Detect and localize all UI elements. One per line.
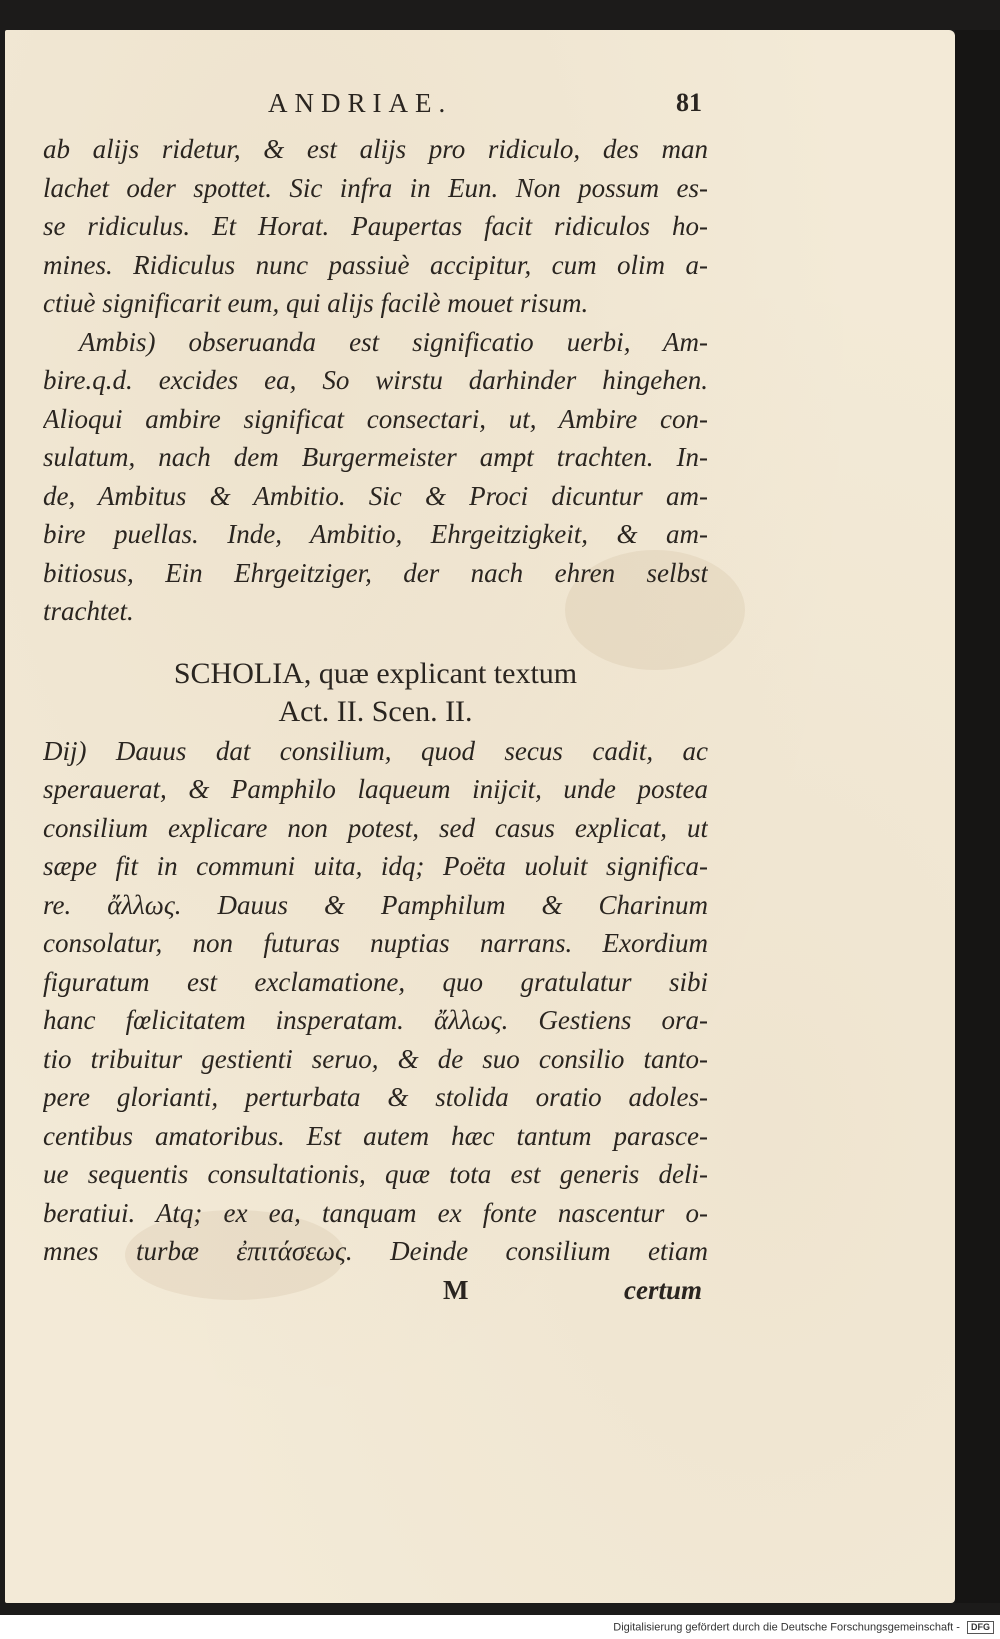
catchword: certum: [624, 1274, 702, 1305]
text-line: ab alijs ridetur, & est alijs pro ridiculo, des man: [43, 134, 708, 164]
text-line: sulatum, nach dem Burgermeister ampt trachten. In-: [43, 442, 708, 472]
text-line: mines. Ridiculus nunc passiuè accipitur, cum olim a-: [43, 249, 708, 280]
section-subheading: Act. II. Scen. II.: [278, 695, 473, 728]
text-line: bire puellas. Inde, Ambitio, Ehrgeitzigkeit, & am-: [43, 519, 708, 549]
running-title: ANDRIAE.: [268, 88, 453, 118]
section-heading: SCHOLIA, quæ explicant textum: [173, 656, 578, 690]
text-line: sperauerat, & Pamphilo laqueum inijcit, unde postea: [43, 774, 708, 804]
text-line: consolatur, non futuras nuptias narrans. Exordium: [43, 928, 708, 958]
text-line: Ambis) obseruanda est significatio uerbi, Am-: [79, 326, 708, 357]
text-line: bire.q.d. excides ea, So wirstu darhinder hingehen.: [43, 365, 708, 395]
text-line: ue sequentis consultationis, quæ tota est generis deli-: [43, 1159, 708, 1189]
section-gap: [43, 631, 708, 655]
text-line: trachtet.: [43, 596, 134, 626]
text-line: se ridiculus. Et Horat. Paupertas facit ridiculos ho-: [43, 211, 708, 241]
text-line: mnes turbæ ἐπιτάσεως. Deinde consilium etiam: [43, 1236, 708, 1266]
text-line: consilium explicare non potest, sed casus explicat, ut: [43, 812, 708, 843]
page-edge-shadow: [955, 30, 1000, 1603]
text-line: figuratum est exclamatione, quo gratulatur sibi: [43, 966, 708, 997]
text-line: re. ἄλλως. Dauus & Pamphilum & Charinum: [43, 889, 708, 920]
text-line: ctiuè significarit eum, qui alijs facilè mouet risum.: [43, 288, 589, 318]
text-line: bitiosus, Ein Ehrgeitziger, der nach ehren selbst: [43, 557, 708, 588]
page-number: 81: [676, 88, 702, 117]
body-text: [43, 130, 708, 1309]
text-line: beratiui. Atq; ex ea, tanquam ex fonte nascentur o-: [43, 1197, 708, 1228]
text-line: Dij) Dauus dat consilium, quod secus cadit, ac: [43, 735, 708, 766]
running-head: [43, 88, 708, 128]
book-page: [5, 30, 955, 1603]
dfg-logo: DFG: [967, 1621, 994, 1634]
signature-mark: M: [443, 1274, 469, 1305]
credit-text: Digitalisierung gefördert durch die Deutsche Forschungsgemeinschaft -: [613, 1621, 960, 1634]
text-line: Alioqui ambire significat consectari, ut, Ambire con-: [43, 403, 708, 434]
text-line: hanc fœlicitatem insperatam. ἄλλως. Gestiens ora-: [43, 1005, 708, 1035]
text-line: lachet oder spottet. Sic infra in Eun. Non possum es-: [43, 172, 708, 203]
text-line: sæpe fit in communi uita, idq; Poëta uoluit significa-: [43, 851, 708, 881]
digitization-credit: [613, 1621, 994, 1634]
text-line: pere glorianti, perturbata & stolida oratio adoles-: [43, 1082, 708, 1112]
text-line: centibus amatoribus. Est autem hæc tantum parasce-: [43, 1120, 708, 1151]
text-line: de, Ambitus & Ambitio. Sic & Proci dicuntur am-: [43, 480, 708, 511]
text-line: tio tribuitur gestienti seruo, & de suo consilio tanto-: [43, 1043, 708, 1074]
signature-line: [43, 1271, 708, 1310]
